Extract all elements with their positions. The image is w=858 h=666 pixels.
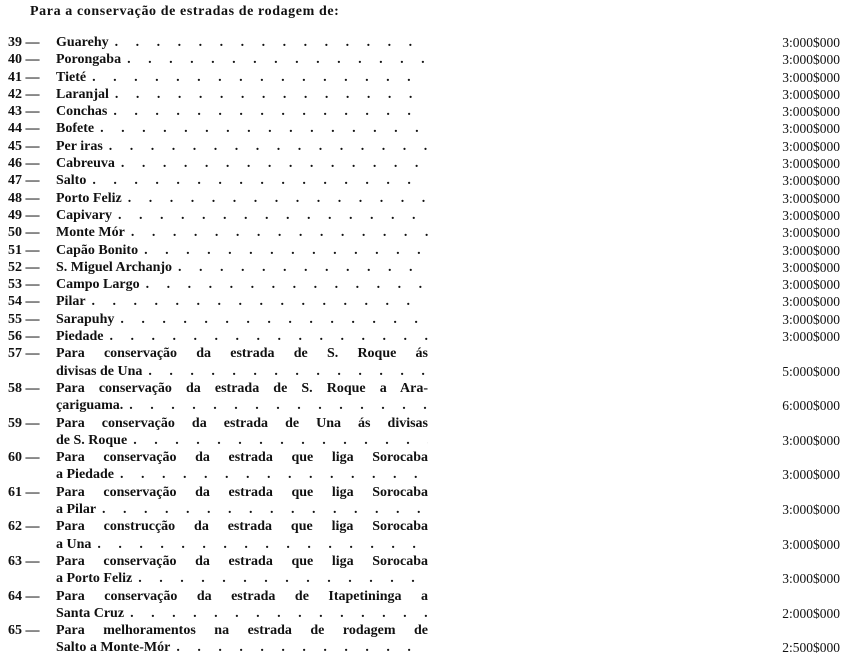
description-text: Per iras bbox=[56, 138, 103, 154]
list-item bbox=[8, 311, 842, 328]
item-number: 61 — bbox=[8, 484, 40, 500]
item-amount: 3:000$000 bbox=[782, 329, 840, 345]
item-amount: 3:000$000 bbox=[782, 104, 840, 120]
item-amount: 3:000$000 bbox=[782, 69, 840, 85]
dot-leader bbox=[122, 190, 428, 207]
list-item bbox=[8, 51, 842, 68]
description-line bbox=[56, 224, 428, 241]
description-text: Para conservação da estrada que liga Sorocaba bbox=[56, 450, 428, 466]
list-item bbox=[8, 276, 842, 293]
description-text: divisas de Una bbox=[56, 363, 143, 379]
item-number: 59 — bbox=[8, 415, 40, 431]
description-text: Monte Mór bbox=[56, 225, 125, 241]
dot-leader bbox=[124, 605, 428, 622]
item-number: 54 — bbox=[8, 294, 40, 310]
item-number: 62 — bbox=[8, 519, 40, 535]
item-number: 58 — bbox=[8, 380, 40, 396]
dot-leader bbox=[114, 311, 428, 328]
description-text: Bofete bbox=[56, 121, 95, 137]
list-item bbox=[8, 380, 842, 415]
item-description bbox=[56, 276, 428, 293]
description-text: Salto a Monte-Mór bbox=[56, 640, 171, 656]
item-amount: 2:000$000 bbox=[782, 605, 840, 621]
description-text: Porto Feliz bbox=[56, 190, 122, 206]
description-text: Sarapuhy bbox=[56, 311, 115, 327]
item-amount: 3:000$000 bbox=[782, 35, 840, 50]
item-amount: 3:000$000 bbox=[782, 86, 840, 102]
item-description bbox=[56, 622, 428, 657]
description-text: Porongaba bbox=[56, 52, 122, 68]
dot-leader bbox=[123, 397, 428, 414]
item-number: 52 — bbox=[8, 259, 40, 275]
item-number: 41 — bbox=[8, 69, 40, 85]
description-text: Para conservação da estrada que liga Sorocaba bbox=[56, 484, 428, 500]
appropriation-list bbox=[8, 34, 842, 657]
description-line bbox=[56, 415, 428, 432]
description-line bbox=[56, 190, 428, 207]
description-text: Para melhoramentos na estrada de rodagem de bbox=[56, 623, 428, 639]
list-item bbox=[8, 259, 842, 276]
item-description bbox=[56, 328, 428, 345]
item-amount: 3:000$000 bbox=[782, 277, 840, 293]
description-line bbox=[56, 86, 428, 103]
description-text: S. Miguel Archanjo bbox=[56, 259, 173, 275]
item-description bbox=[56, 120, 428, 137]
item-description bbox=[56, 345, 428, 380]
dot-leader bbox=[86, 172, 428, 189]
dot-leader bbox=[86, 69, 428, 86]
description-text: Para conservação da estrada de S. Roque a Ara- bbox=[56, 380, 428, 396]
item-description bbox=[56, 293, 428, 310]
item-description bbox=[56, 51, 428, 68]
description-line bbox=[56, 328, 428, 345]
description-line bbox=[56, 553, 428, 570]
item-description bbox=[56, 172, 428, 189]
item-number: 47 — bbox=[8, 173, 40, 189]
description-line bbox=[56, 51, 428, 68]
item-description bbox=[56, 138, 428, 155]
item-number: 48 — bbox=[8, 190, 40, 206]
list-item bbox=[8, 172, 842, 189]
description-line bbox=[56, 484, 428, 501]
dot-leader bbox=[94, 120, 428, 137]
description-text: Capão Bonito bbox=[56, 242, 139, 258]
description-line bbox=[56, 311, 428, 328]
list-item bbox=[8, 415, 842, 450]
description-line bbox=[56, 172, 428, 189]
item-number: 42 — bbox=[8, 86, 40, 102]
description-text: Conchas bbox=[56, 104, 108, 120]
description-line bbox=[56, 449, 428, 466]
item-description bbox=[56, 224, 428, 241]
description-line bbox=[56, 466, 428, 483]
description-line bbox=[56, 570, 428, 587]
item-number: 51 — bbox=[8, 242, 40, 258]
item-description bbox=[56, 103, 428, 120]
description-text: Santa Cruz bbox=[56, 605, 125, 621]
description-text: a Piedade bbox=[56, 467, 114, 483]
list-item bbox=[8, 155, 842, 172]
dot-leader bbox=[115, 155, 428, 172]
item-amount: 3:000$000 bbox=[782, 173, 840, 189]
description-text: a Una bbox=[56, 536, 92, 552]
item-amount: 3:000$000 bbox=[782, 207, 840, 223]
dot-leader bbox=[170, 639, 428, 656]
item-amount: 3:000$000 bbox=[782, 432, 840, 448]
dot-leader bbox=[109, 34, 428, 51]
description-text: Pilar bbox=[56, 294, 86, 310]
item-number: 40 — bbox=[8, 52, 40, 68]
item-number: 39 — bbox=[8, 35, 40, 50]
description-line bbox=[56, 155, 428, 172]
item-description bbox=[56, 484, 428, 519]
list-item bbox=[8, 328, 842, 345]
dot-leader bbox=[142, 363, 428, 380]
item-number: 64 — bbox=[8, 588, 40, 604]
item-number: 49 — bbox=[8, 207, 40, 223]
item-description bbox=[56, 34, 428, 51]
dot-leader bbox=[140, 276, 428, 293]
description-line bbox=[56, 242, 428, 259]
list-item bbox=[8, 120, 842, 137]
description-text: Guarehy bbox=[56, 35, 109, 50]
section-heading: Para a conservação de estradas de rodagem de: bbox=[30, 4, 340, 19]
item-amount: 3:000$000 bbox=[782, 156, 840, 172]
item-amount: 3:000$000 bbox=[782, 52, 840, 68]
description-line bbox=[56, 639, 428, 656]
item-number: 53 — bbox=[8, 277, 40, 293]
dot-leader bbox=[125, 224, 428, 241]
item-amount: 3:000$000 bbox=[782, 190, 840, 206]
description-text: Tieté bbox=[56, 69, 87, 85]
item-description bbox=[56, 449, 428, 484]
description-text: çariguama. bbox=[56, 398, 124, 414]
description-line bbox=[56, 588, 428, 605]
item-number: 63 — bbox=[8, 553, 40, 569]
description-text: de S. Roque bbox=[56, 432, 128, 448]
description-text: Capivary bbox=[56, 207, 112, 223]
item-amount: 3:000$000 bbox=[782, 467, 840, 483]
item-number: 55 — bbox=[8, 311, 40, 327]
list-item bbox=[8, 553, 842, 588]
item-amount: 3:000$000 bbox=[782, 536, 840, 552]
item-amount: 3:000$000 bbox=[782, 502, 840, 518]
description-text: Para conservação da estrada de S. Roque ás bbox=[56, 346, 428, 362]
list-item bbox=[8, 69, 842, 86]
item-description bbox=[56, 588, 428, 623]
description-line bbox=[56, 120, 428, 137]
item-amount: 3:000$000 bbox=[782, 225, 840, 241]
dot-leader bbox=[112, 207, 428, 224]
item-amount: 3:000$000 bbox=[782, 242, 840, 258]
description-line bbox=[56, 518, 428, 535]
description-text: Salto bbox=[56, 173, 87, 189]
description-text: Para construcção da estrada que liga Sorocaba bbox=[56, 519, 428, 535]
item-description bbox=[56, 518, 428, 553]
description-line bbox=[56, 345, 428, 362]
item-amount: 6:000$000 bbox=[782, 398, 840, 414]
description-line bbox=[56, 276, 428, 293]
item-description bbox=[56, 259, 428, 276]
description-line bbox=[56, 605, 428, 622]
description-text: Cabreuva bbox=[56, 156, 115, 172]
item-amount: 3:000$000 bbox=[782, 294, 840, 310]
description-line bbox=[56, 397, 428, 414]
item-number: 44 — bbox=[8, 121, 40, 137]
item-number: 46 — bbox=[8, 156, 40, 172]
list-item bbox=[8, 224, 842, 241]
item-description bbox=[56, 415, 428, 450]
dot-leader bbox=[121, 51, 428, 68]
dot-leader bbox=[138, 242, 428, 259]
dot-leader bbox=[107, 103, 428, 120]
dot-leader bbox=[132, 570, 428, 587]
item-amount: 3:000$000 bbox=[782, 571, 840, 587]
description-line bbox=[56, 103, 428, 120]
list-item bbox=[8, 138, 842, 155]
item-description bbox=[56, 207, 428, 224]
item-description bbox=[56, 311, 428, 328]
description-line bbox=[56, 432, 428, 449]
description-line bbox=[56, 34, 428, 51]
dot-leader bbox=[103, 138, 428, 155]
list-item bbox=[8, 345, 842, 380]
item-number: 65 — bbox=[8, 623, 40, 639]
list-item bbox=[8, 103, 842, 120]
dot-leader bbox=[96, 501, 428, 518]
item-description bbox=[56, 380, 428, 415]
item-amount: 5:000$000 bbox=[782, 363, 840, 379]
dot-leader bbox=[86, 293, 428, 310]
description-text: Para conservação da estrada de Una ás divisas bbox=[56, 415, 428, 431]
dot-leader bbox=[127, 432, 428, 449]
description-line bbox=[56, 501, 428, 518]
dot-leader bbox=[91, 536, 428, 553]
description-line bbox=[56, 622, 428, 639]
dot-leader bbox=[103, 328, 428, 345]
description-line bbox=[56, 363, 428, 380]
description-text: Laranjal bbox=[56, 86, 109, 102]
item-amount: 3:000$000 bbox=[782, 259, 840, 275]
list-item bbox=[8, 588, 842, 623]
dot-leader bbox=[172, 259, 428, 276]
item-description bbox=[56, 242, 428, 259]
description-line bbox=[56, 138, 428, 155]
item-number: 50 — bbox=[8, 225, 40, 241]
item-description bbox=[56, 553, 428, 588]
description-text: a Pilar bbox=[56, 502, 97, 518]
item-description bbox=[56, 69, 428, 86]
description-line bbox=[56, 207, 428, 224]
item-number: 56 — bbox=[8, 329, 40, 345]
item-description bbox=[56, 190, 428, 207]
list-item bbox=[8, 622, 842, 657]
list-item bbox=[8, 242, 842, 259]
description-text: Para conservação da estrada que liga Sorocaba bbox=[56, 553, 428, 569]
description-line bbox=[56, 293, 428, 310]
item-number: 60 — bbox=[8, 450, 40, 466]
item-amount: 2:500$000 bbox=[782, 640, 840, 656]
item-number: 57 — bbox=[8, 346, 40, 362]
list-item bbox=[8, 207, 842, 224]
description-text: a Porto Feliz bbox=[56, 571, 133, 587]
item-description bbox=[56, 155, 428, 172]
description-text: Para conservação da estrada de Itapetininga a bbox=[56, 588, 428, 604]
list-item bbox=[8, 449, 842, 484]
item-amount: 3:000$000 bbox=[782, 121, 840, 137]
list-item bbox=[8, 293, 842, 310]
description-line bbox=[56, 69, 428, 86]
description-line bbox=[56, 536, 428, 553]
list-item bbox=[8, 518, 842, 553]
description-line bbox=[56, 259, 428, 276]
item-description bbox=[56, 86, 428, 103]
description-line bbox=[56, 380, 428, 397]
item-number: 43 — bbox=[8, 104, 40, 120]
description-text: Campo Largo bbox=[56, 277, 140, 293]
list-item bbox=[8, 34, 842, 51]
item-amount: 3:000$000 bbox=[782, 138, 840, 154]
dot-leader bbox=[109, 86, 428, 103]
item-number: 45 — bbox=[8, 138, 40, 154]
list-item bbox=[8, 484, 842, 519]
item-amount: 3:000$000 bbox=[782, 311, 840, 327]
dot-leader bbox=[114, 466, 428, 483]
description-text: Piedade bbox=[56, 329, 104, 345]
list-item bbox=[8, 190, 842, 207]
list-item bbox=[8, 86, 842, 103]
